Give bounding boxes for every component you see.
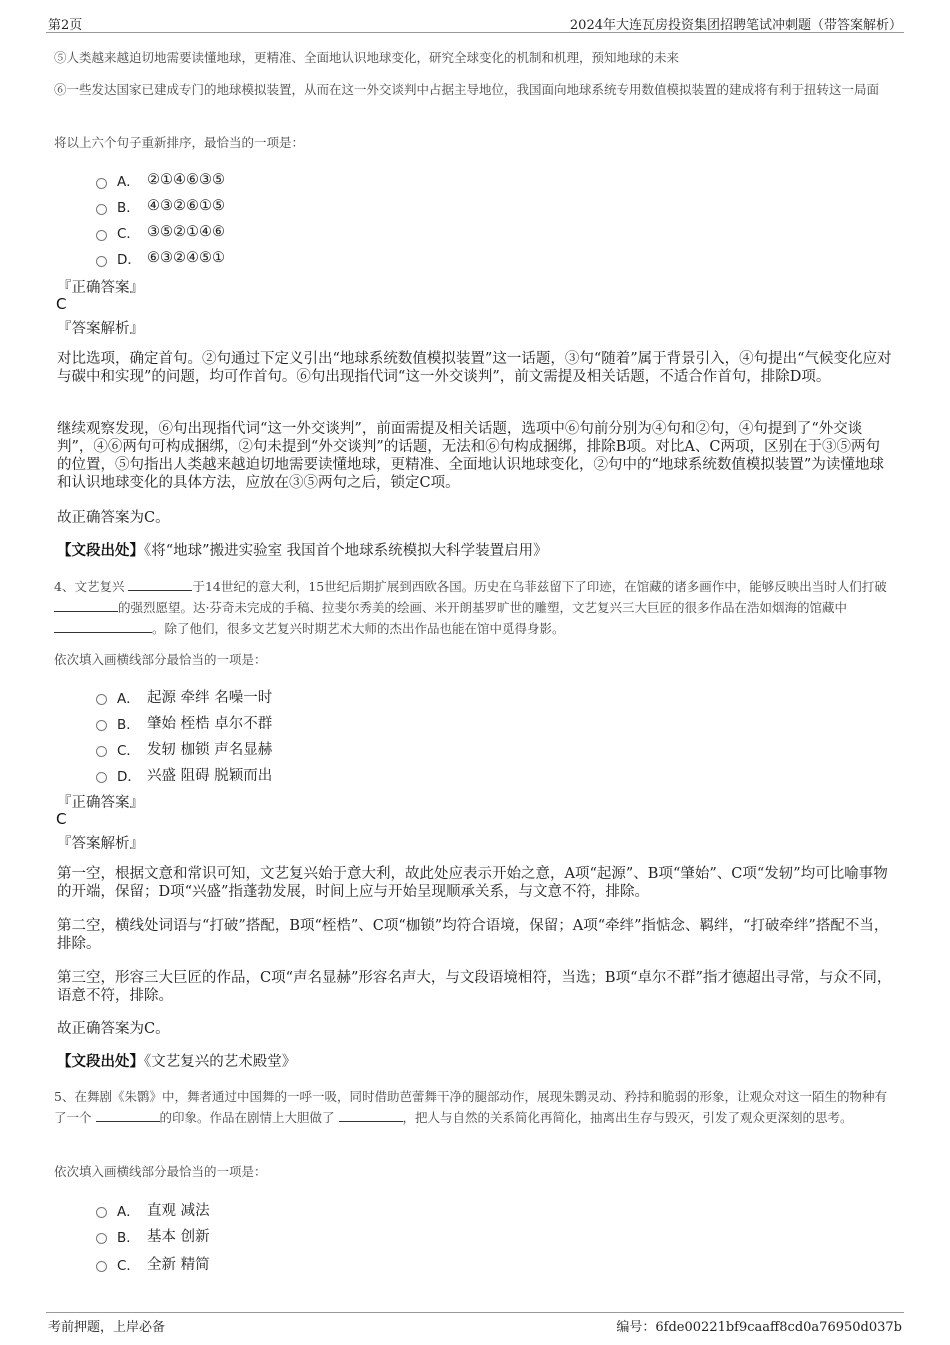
radio-icon[interactable] <box>96 746 107 757</box>
q3-option-c[interactable] <box>96 222 225 242</box>
fill-blank <box>339 1107 403 1122</box>
analysis-paragraph: 第二空，横线处词语与“打破”搭配，B项“桎梏”、C项“枷锁”均符合语境，保留；A项“牵绊”指惦念、羁绊，“打破牵绊”搭配不当，排除。 <box>57 918 889 952</box>
radio-icon[interactable] <box>96 230 107 241</box>
q5-option-c[interactable] <box>96 1253 210 1274</box>
question-4-stem <box>54 576 896 639</box>
page-footer <box>46 1312 904 1337</box>
q3-option-a[interactable] <box>96 170 225 190</box>
answer-value: C <box>56 810 67 828</box>
conclusion: 故正确答案为C。 <box>57 510 170 526</box>
fill-blank <box>128 576 192 591</box>
answer-label: 『正确答案』 <box>57 280 144 296</box>
option-text: 基本 创新 <box>147 1229 210 1245</box>
question-prompt: 依次填入画横线部分最恰当的一项是： <box>54 652 267 667</box>
fill-blank <box>96 1107 160 1122</box>
analysis-paragraph: 第三空，形容三大巨匠的作品，C项“声名显赫”形容名声大，与文段语境相符，当选；B项“卓尔不群”指才德超出寻常，与众不同，语意不符，排除。 <box>57 970 892 1004</box>
q5-option-b[interactable] <box>96 1225 210 1246</box>
option-letter: A． <box>117 1203 140 1220</box>
option-text: ③⑤②①④⑥ <box>147 224 225 240</box>
stem-part: 的强烈愿望。达·芬奇未完成的手稿、拉斐尔秀美的绘画、米开朗基罗旷世的雕塑，文艺复兴三大巨匠的很多作品在浩如烟海的馆藏中 <box>118 600 847 615</box>
q4-option-b[interactable] <box>96 712 272 733</box>
radio-icon[interactable] <box>96 1261 107 1272</box>
option-text: ⑥③②④⑤① <box>147 250 225 266</box>
analysis-paragraph: 继续观察发现，⑥句出现指代词“这一外交谈判”，前面需提及相关话题，选项中⑥句前分别为④句和②句，④句提到了“外交谈判”，④⑥两句可构成捆绑，②句未提到“外交谈判”的话题，无法和⑥句构成捆绑，排除B项。对比A、C两项，区别在于③⑤两句的位置，⑤句指出人类越来越迫切地需要读懂地球，更精准、全面地认识地球变化，②句中的“地球系统数值模拟装置”为读懂地球和认识地球变化的具体方法，应放在③⑤两句之后，锁定C项。 <box>57 421 884 491</box>
q4-option-c[interactable] <box>96 738 272 759</box>
option-letter: C． <box>117 742 140 759</box>
source-line <box>57 1053 893 1071</box>
stem-part: 。除了他们，很多文艺复兴时期艺术大师的杰出作品也能在馆中觅得身影。 <box>152 621 565 636</box>
option-text: 起源 牵绊 名噪一时 <box>147 690 273 706</box>
question-5-stem <box>54 1087 896 1128</box>
stem-part: 4、文艺复兴 <box>54 579 125 594</box>
analysis-label: 『答案解析』 <box>57 321 144 337</box>
question-prompt: 将以上六个句子重新排序，最恰当的一项是： <box>54 135 305 150</box>
radio-icon[interactable] <box>96 256 107 267</box>
fill-blank <box>54 597 118 612</box>
q4-option-a[interactable] <box>96 686 272 707</box>
option-letter: C． <box>117 1257 140 1274</box>
page-header <box>46 12 904 33</box>
option-letter: A． <box>117 174 140 190</box>
q3-option-b[interactable] <box>96 196 225 216</box>
answer-label: 『正确答案』 <box>57 795 144 811</box>
fill-blank <box>54 618 152 633</box>
source-label: 【文段出处】 <box>57 1053 144 1070</box>
stem-part: 于14世纪的意大利，15世纪后期扩展到西欧各国。历史在乌菲兹留下了印迹，在馆藏的诸多画作中，能够反映出当时人们打破 <box>192 579 887 594</box>
option-text: ④③②⑥①⑤ <box>147 198 225 214</box>
q4-option-d[interactable] <box>96 764 272 785</box>
analysis-paragraph: 对比选项，确定首句。②句通过下定义引出“地球系统数值模拟装置”这一话题，③句“随着”属于背景引入，④句提出“气候变化应对与碳中和实现”的问题，均可作首句。⑥句出现指代词“这一外交谈判”，前文需提及相关话题，不适合作首句，排除D项。 <box>57 351 892 385</box>
radio-icon[interactable] <box>96 1207 107 1218</box>
option-text: 全新 精简 <box>147 1257 210 1273</box>
page-number: 第2页 <box>48 18 83 33</box>
option-text: ②①④⑥③⑤ <box>147 172 225 188</box>
sentence-5: ⑤人类越来越迫切地需要读懂地球，更精准、全面地认识地球变化，研究全球变化的机制和机理，预知地球的未来 <box>54 50 680 65</box>
sentence-6: ⑥一些发达国家已建成专门的地球模拟装置，从而在这一外交谈判中占据主导地位，我国面向地球系统专用数值模拟装置的建成将有利于扭转这一局面 <box>54 82 880 97</box>
stem-part: 5、在舞剧《朱鹮》中，舞者通过中国舞的一呼一吸，同时借助芭蕾舞干净的腿部动作，展现朱鹮灵动、矜持和脆弱的形象，让观众对这一陌生的物种有了一个 <box>54 1089 887 1125</box>
option-text: 兴盛 阻碍 脱颖而出 <box>147 768 273 784</box>
document-title: 2024年大连瓦房投资集团招聘笔试冲刺题（带答案解析） <box>569 18 902 33</box>
option-letter: D． <box>117 252 141 268</box>
option-letter: B． <box>117 716 140 733</box>
option-text: 肇始 桎梏 卓尔不群 <box>147 716 273 732</box>
source-label: 【文段出处】 <box>57 542 144 559</box>
radio-icon[interactable] <box>96 178 107 189</box>
option-letter: B． <box>117 200 140 216</box>
analysis-paragraph: 第一空，根据文意和常识可知，文艺复兴始于意大利，故此处应表示开始之意，A项“起源”、B项“肇始”、C项“发轫”均可比喻事物的开端，保留；D项“兴盛”指蓬勃发展，时间上应与开始呈现顺承关系，与文意不符，排除。 <box>57 866 888 900</box>
q3-option-d[interactable] <box>96 248 225 268</box>
document-id: 编号：6fde00221bf9caaff8cd0a76950d037b <box>616 1320 902 1335</box>
option-letter: B． <box>117 1229 140 1246</box>
answer-value: C <box>56 295 67 313</box>
stem-part: ，把人与自然的关系简化再简化，抽离出生存与毁灭，引发了观众更深刻的思考。 <box>402 1110 853 1125</box>
q5-option-a[interactable] <box>96 1199 210 1220</box>
option-letter: D． <box>117 768 141 785</box>
option-letter: A． <box>117 690 140 707</box>
footer-slogan: 考前押题，上岸必备 <box>48 1320 166 1335</box>
radio-icon[interactable] <box>96 772 107 783</box>
option-text: 发轫 枷锁 声名显赫 <box>147 742 273 758</box>
radio-icon[interactable] <box>96 694 107 705</box>
analysis-label: 『答案解析』 <box>57 836 144 852</box>
conclusion: 故正确答案为C。 <box>57 1021 170 1037</box>
option-text: 直观 减法 <box>147 1203 210 1219</box>
radio-icon[interactable] <box>96 720 107 731</box>
source-line <box>57 542 893 560</box>
stem-part: 的印象。作品在剧情上大胆做了 <box>159 1110 335 1125</box>
source-text: 《文艺复兴的艺术殿堂》 <box>144 1054 297 1070</box>
radio-icon[interactable] <box>96 1233 107 1244</box>
option-letter: C． <box>117 226 140 242</box>
radio-icon[interactable] <box>96 204 107 215</box>
question-prompt: 依次填入画横线部分最恰当的一项是： <box>54 1164 267 1179</box>
source-text: 《将“地球”搬进实验室 我国首个地球系统模拟大科学装置启用》 <box>144 543 548 559</box>
